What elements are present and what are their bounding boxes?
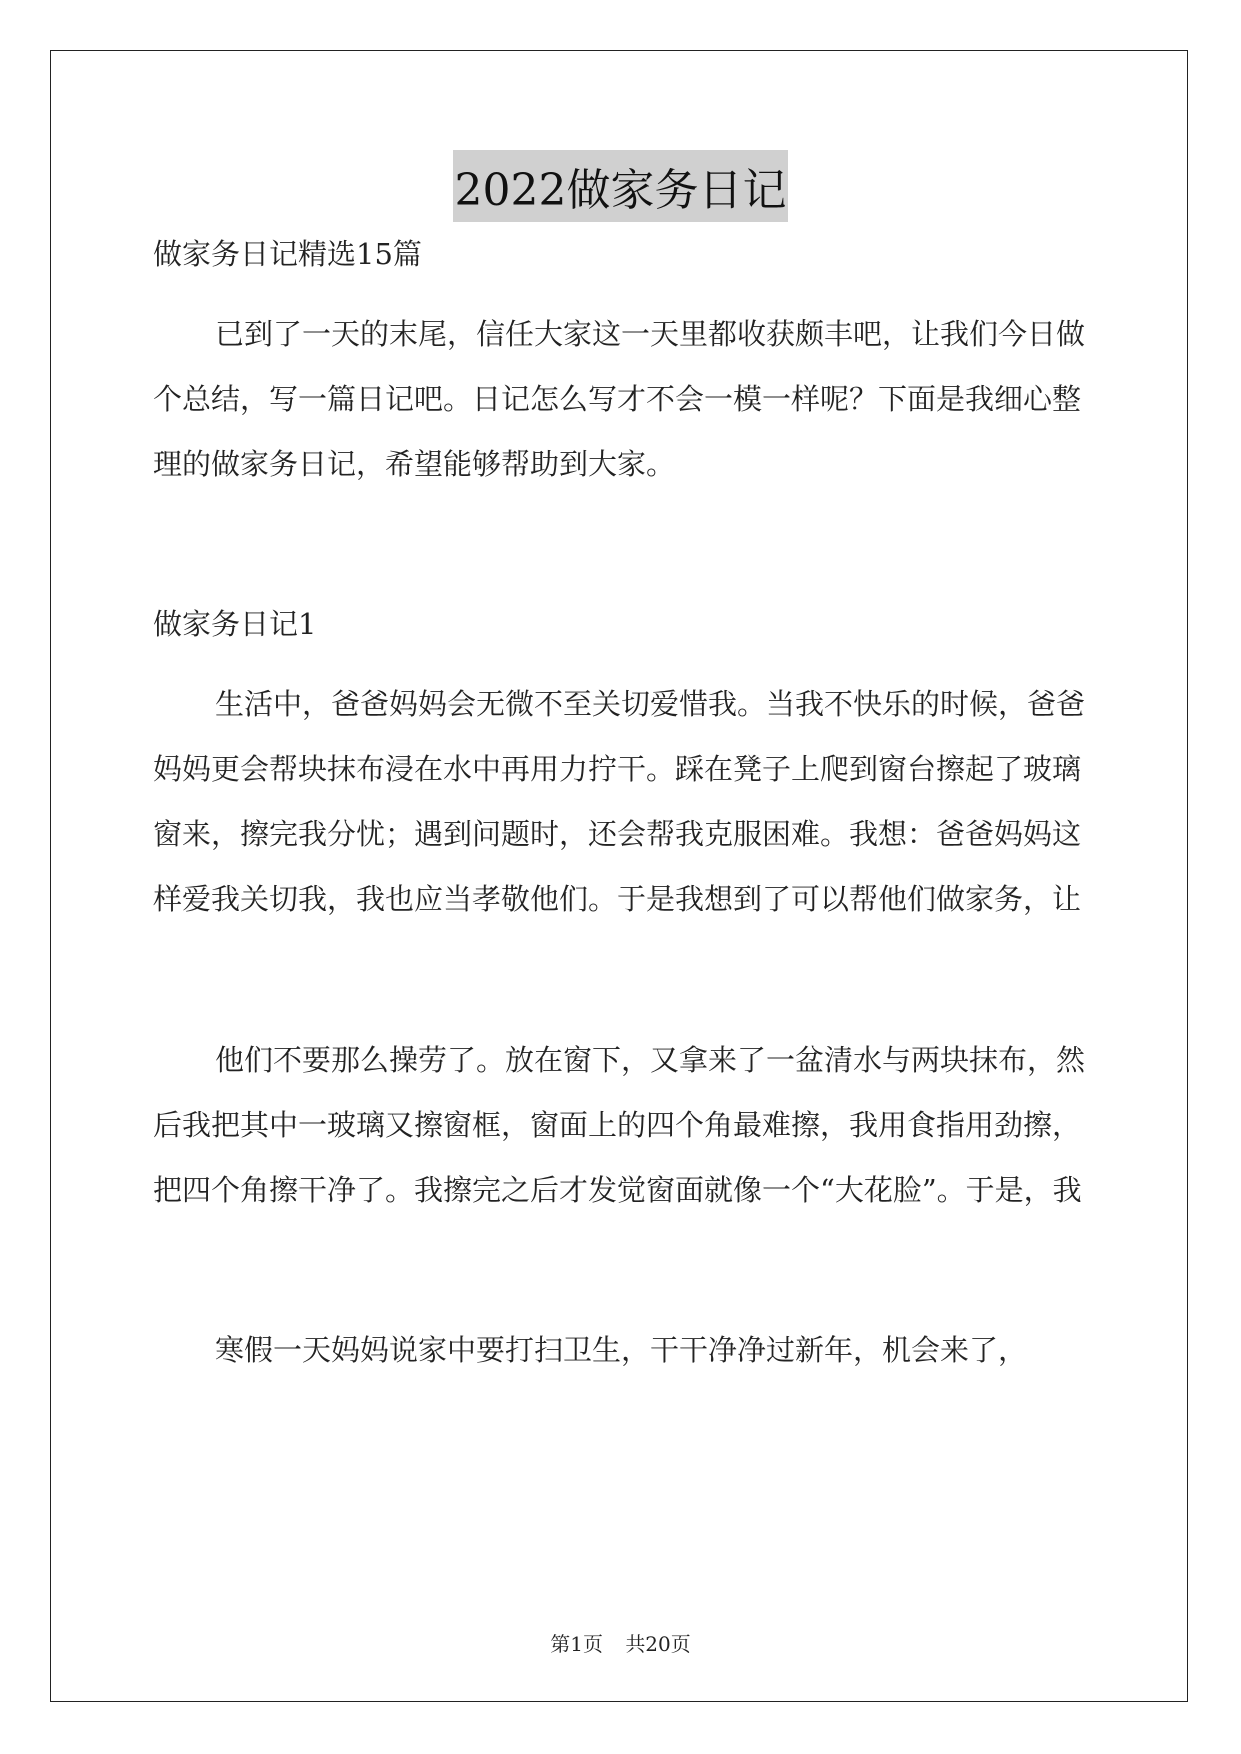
document-subtitle: 做家务日记精选15篇 <box>153 237 422 271</box>
body-paragraph: 生活中，爸爸妈妈会无微不至关切爱惜我。当我不快乐的时候，爸爸妈妈更会帮块抹布浸在水中再用力拧干。踩在凳子上爬到窗台擦起了玻璃窗来，擦完我分忧；遇到问题时，还会帮我克服困难。我想：爸爸妈妈这样爱我关切我，我也应当孝敬他们。于是我想到了可以帮他们做家务，让 <box>153 687 1086 916</box>
page-number: 第1页 <box>550 1632 603 1656</box>
document-title <box>0 150 1241 222</box>
body-paragraph: 寒假一天妈妈说家中要打扫卫生，干干净净过新年，机会来了， <box>215 1333 1028 1367</box>
body-paragraph-1-block <box>153 672 1093 932</box>
intro-block <box>153 302 1093 497</box>
document-title-text: 2022做家务日记 <box>453 150 789 222</box>
section-heading-block <box>153 592 1093 657</box>
body-paragraph-3-block <box>153 1318 1093 1383</box>
body-paragraph: 他们不要那么操劳了。放在窗下，又拿来了一盆清水与两块抹布，然后我把其中一玻璃又擦窗框，窗面上的四个角最难擦，我用食指用劲擦，把四个角擦干净了。我擦完之后才发觉窗面就像一个“大花脸”。于是，我 <box>153 1043 1086 1207</box>
intro-paragraph: 已到了一天的末尾，信任大家这一天里都收获颇丰吧，让我们今日做个总结，写一篇日记吧。日记怎么写才不会一模一样呢？下面是我细心整理的做家务日记，希望能够帮助到大家。 <box>153 317 1086 481</box>
page-footer <box>0 1628 1241 1657</box>
section-heading: 做家务日记1 <box>153 607 317 641</box>
page-total: 共20页 <box>625 1632 691 1656</box>
body-paragraph-2-block <box>153 1028 1093 1223</box>
subtitle-block <box>153 222 1093 287</box>
